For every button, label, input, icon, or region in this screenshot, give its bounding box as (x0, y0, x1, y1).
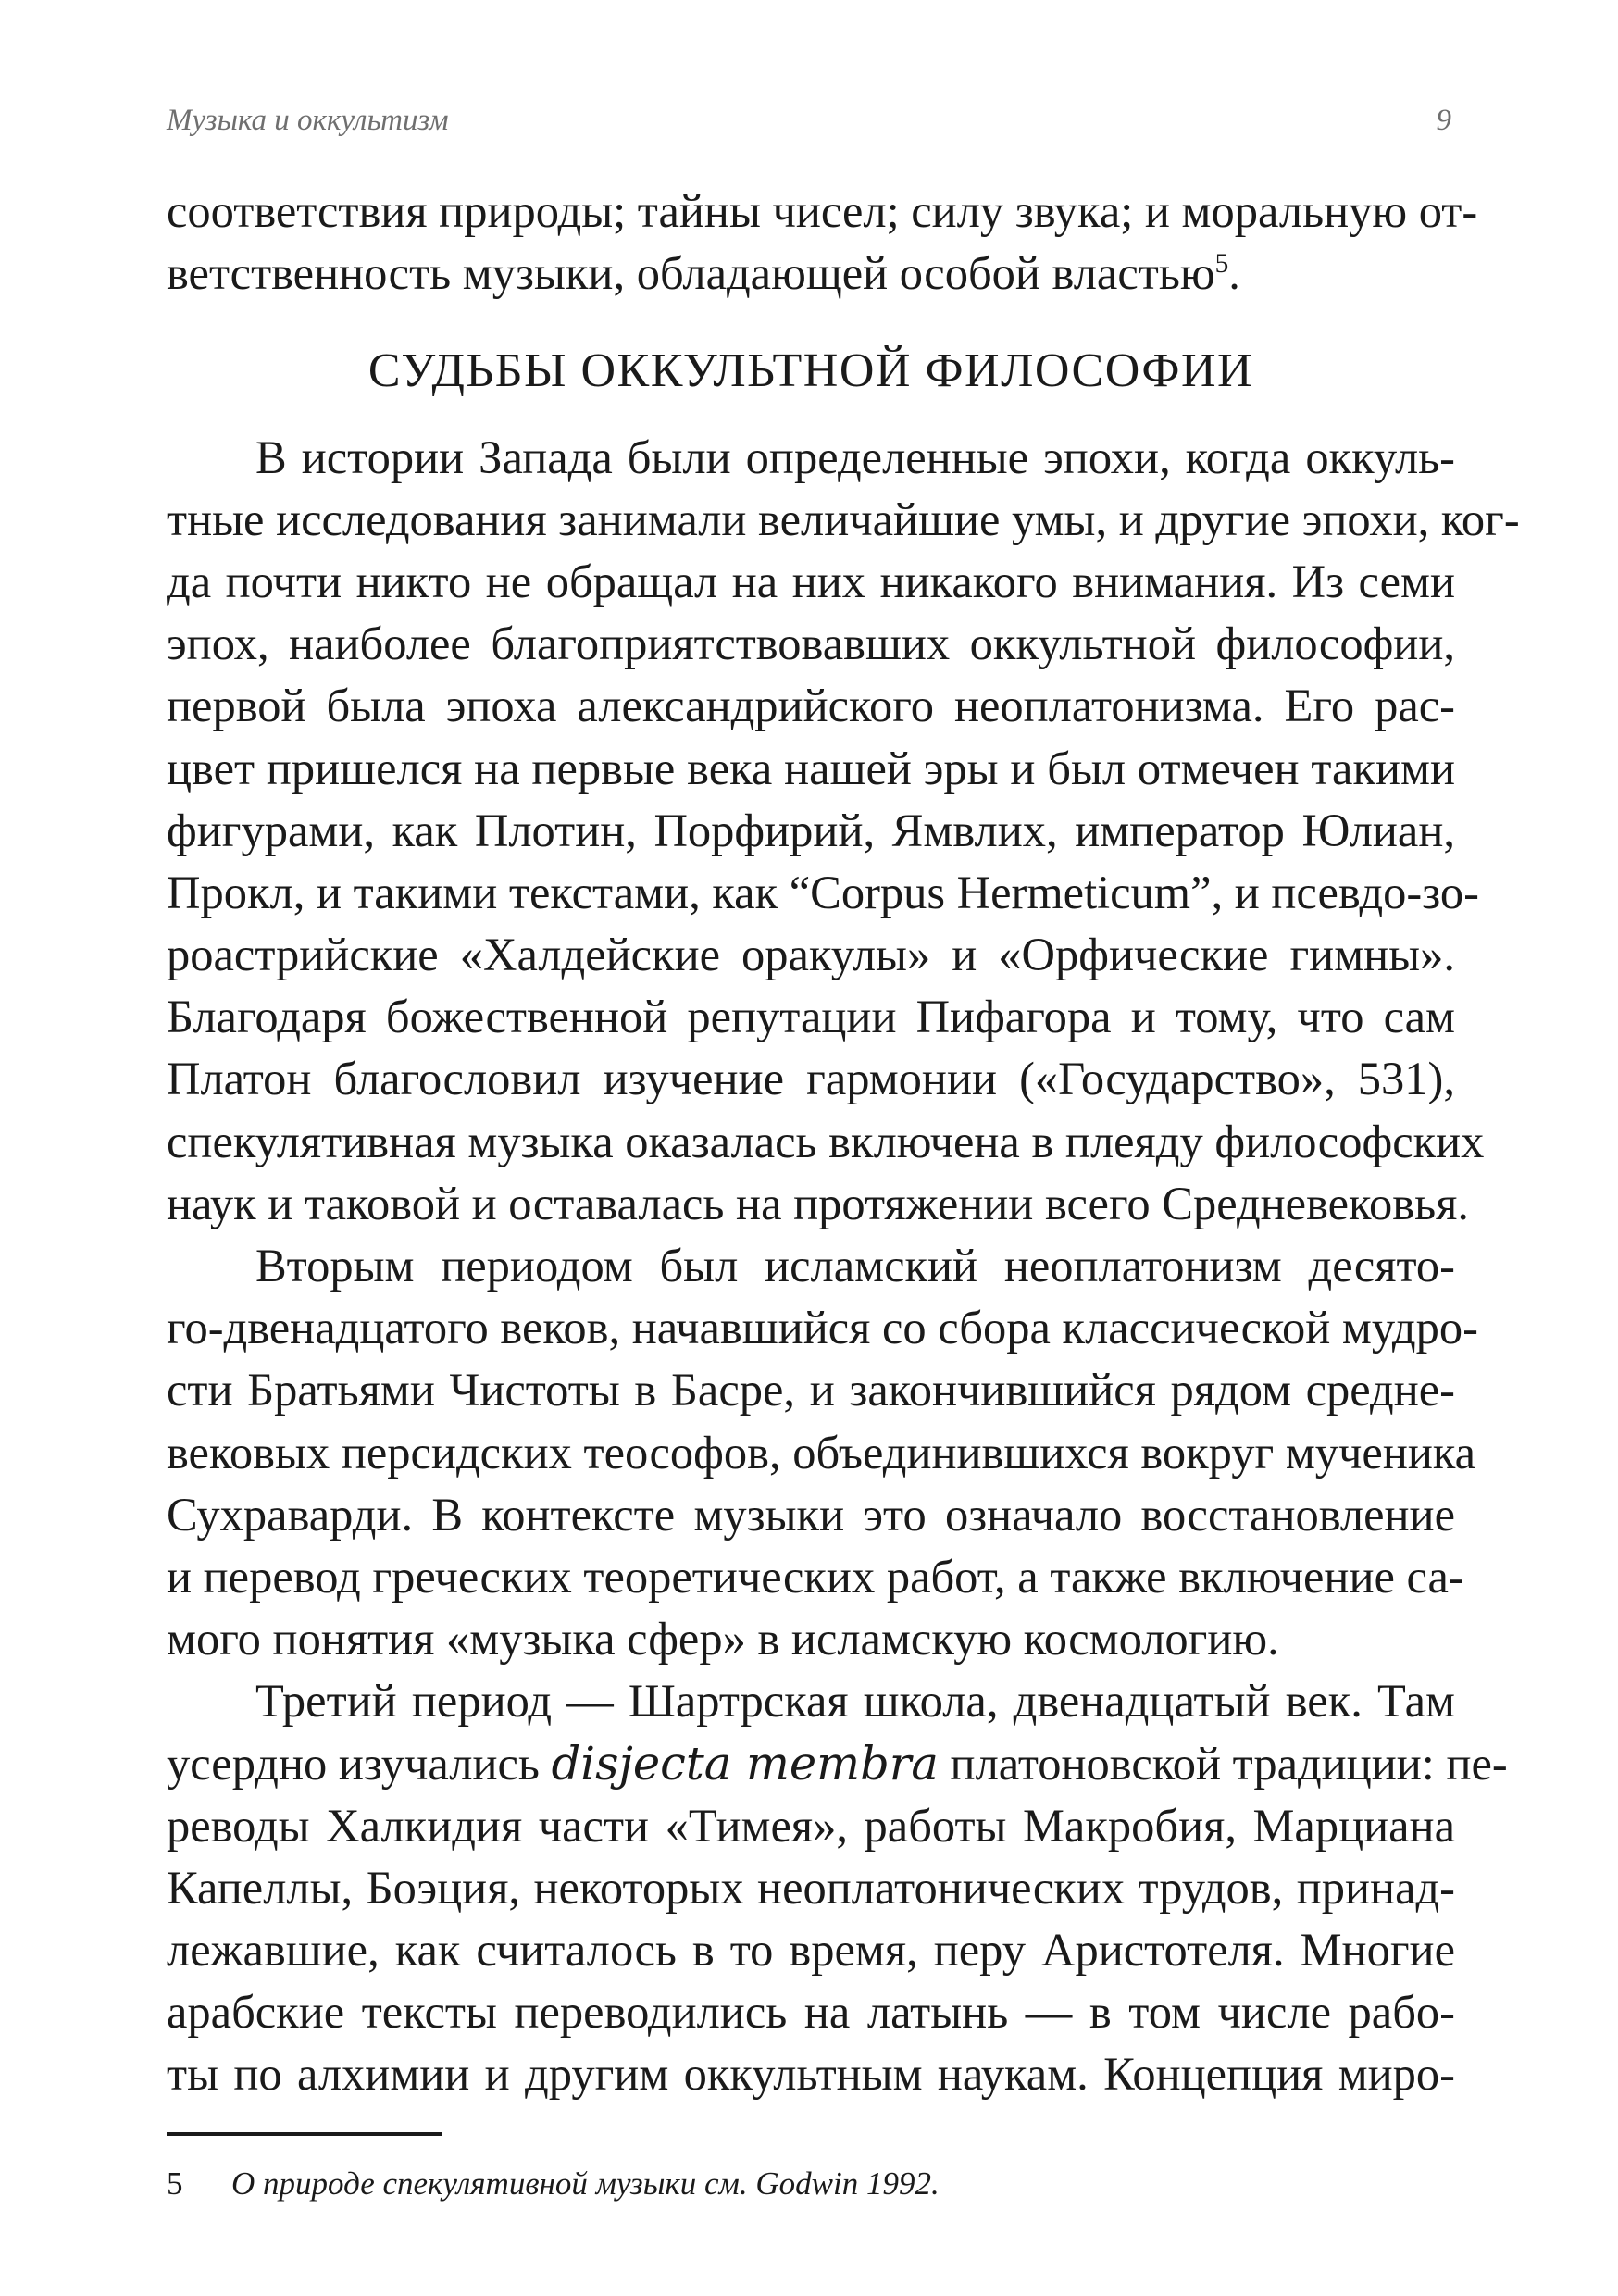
text-line: Сухраварди. В контексте музыки это означало восстановление (167, 1488, 1455, 1541)
text-line: го-двенадцатого веков, начавшийся со сбора классической мудро- (167, 1302, 1478, 1354)
running-header (167, 104, 1451, 148)
footnote-text: О природе спекулятивной музыки см. Godwin 1992. (231, 2165, 940, 2202)
text-line: Прокл, и такими текстами, как “Corpus Hermeticum”, и псевдо-зо- (167, 866, 1479, 918)
text-fragment: ветственность музыки, обладающей особой властью (167, 247, 1215, 300)
paragraph-3 (167, 1670, 1508, 2105)
text-line: реводы Халкидия части «Тимея», работы Макробия, Марциана (167, 1799, 1455, 1852)
text-line: арабские тексты переводились на латынь — в том числе рабо- (167, 1986, 1455, 2039)
text-line: тные исследования занимали величайшие умы, и другие эпохи, ког- (167, 493, 1520, 545)
text-line: и перевод греческих теоретических работ, а также включение са- (167, 1550, 1464, 1603)
opening-paragraph (167, 181, 1478, 305)
text-line: Платон благословил изучение гармонии («Государство», 531), (167, 1053, 1455, 1105)
section-heading: СУДЬБЫ ОККУЛЬТНОЙ ФИЛОСОФИИ (367, 344, 1254, 398)
text-line: Вторым периодом был исламский неоплатонизм десято- (255, 1240, 1455, 1292)
text-line: да почти никто не обращал на них никакого внимания. Из семи (167, 555, 1455, 607)
text-line: эпох, наиболее благоприятствовавших оккультной философии, (167, 618, 1455, 670)
footnote-divider (167, 2132, 442, 2136)
paragraph-1 (167, 427, 1520, 1235)
text-fragment: усердно изучались (167, 1737, 552, 1790)
paragraph-2 (167, 1235, 1478, 1670)
text-line: ты по алхимии и другим оккультным наукам. Концепция миро- (167, 2048, 1455, 2101)
footnote-reference[interactable]: 5 (1214, 249, 1229, 280)
running-header-title: Музыка и оккультизм (167, 104, 449, 137)
text-line: Капеллы, Боэция, некоторых неоплатонических трудов, принад- (167, 1861, 1455, 1914)
text-line: наук и таковой и оставалась на протяжении всего Средневековья. (167, 1177, 1469, 1229)
text-line: В истории Запада были определенные эпохи, когда оккуль- (255, 430, 1455, 483)
latin-phrase: disjecta membra (551, 1736, 939, 1791)
text-line: Третий период — Шартрская школа, двенадцатый век. Там (255, 1675, 1455, 1728)
text-line: мого понятия «музыка сфер» в исламскую космологию. (167, 1613, 1279, 1666)
page-number: 9 (1436, 104, 1451, 137)
text-line: фигурами, как Плотин, Порфирий, Ямвлих, император Юлиан, (167, 804, 1455, 856)
text-line (167, 243, 1455, 305)
text-line: соответствия природы; тайны чисел; силу звука; и моральную от- (167, 185, 1478, 237)
text-line: Благодаря божественной репутации Пифагора и тому, что сам (167, 991, 1455, 1043)
text-line: спекулятивная музыка оказалась включена в плеяду философских (167, 1115, 1485, 1167)
text-line: первой была эпоха александрийского неоплатонизма. Его рас- (167, 680, 1455, 732)
text-fragment: платоновской традиции: пе- (938, 1737, 1508, 1790)
text-line: лежавшие, как считалось в то время, перу Аристотеля. Многие (167, 1924, 1455, 1977)
text-line: цвет пришелся на первые века нашей эры и был отмечен такими (167, 742, 1455, 794)
text-line (167, 1733, 1508, 1795)
text-fragment: . (1228, 247, 1240, 300)
text-line: сти Братьями Чистоты в Басре, и закончившийся рядом средне- (167, 1364, 1455, 1416)
footnote-number: 5 (167, 2165, 183, 2202)
footnote (167, 2163, 1455, 2205)
text-line: роастрийские «Халдейские оракулы» и «Орфические гимны». (167, 929, 1455, 981)
body-text (167, 181, 1520, 2106)
text-line: вековых персидских теософов, объединившихся вокруг мученика (167, 1426, 1476, 1479)
